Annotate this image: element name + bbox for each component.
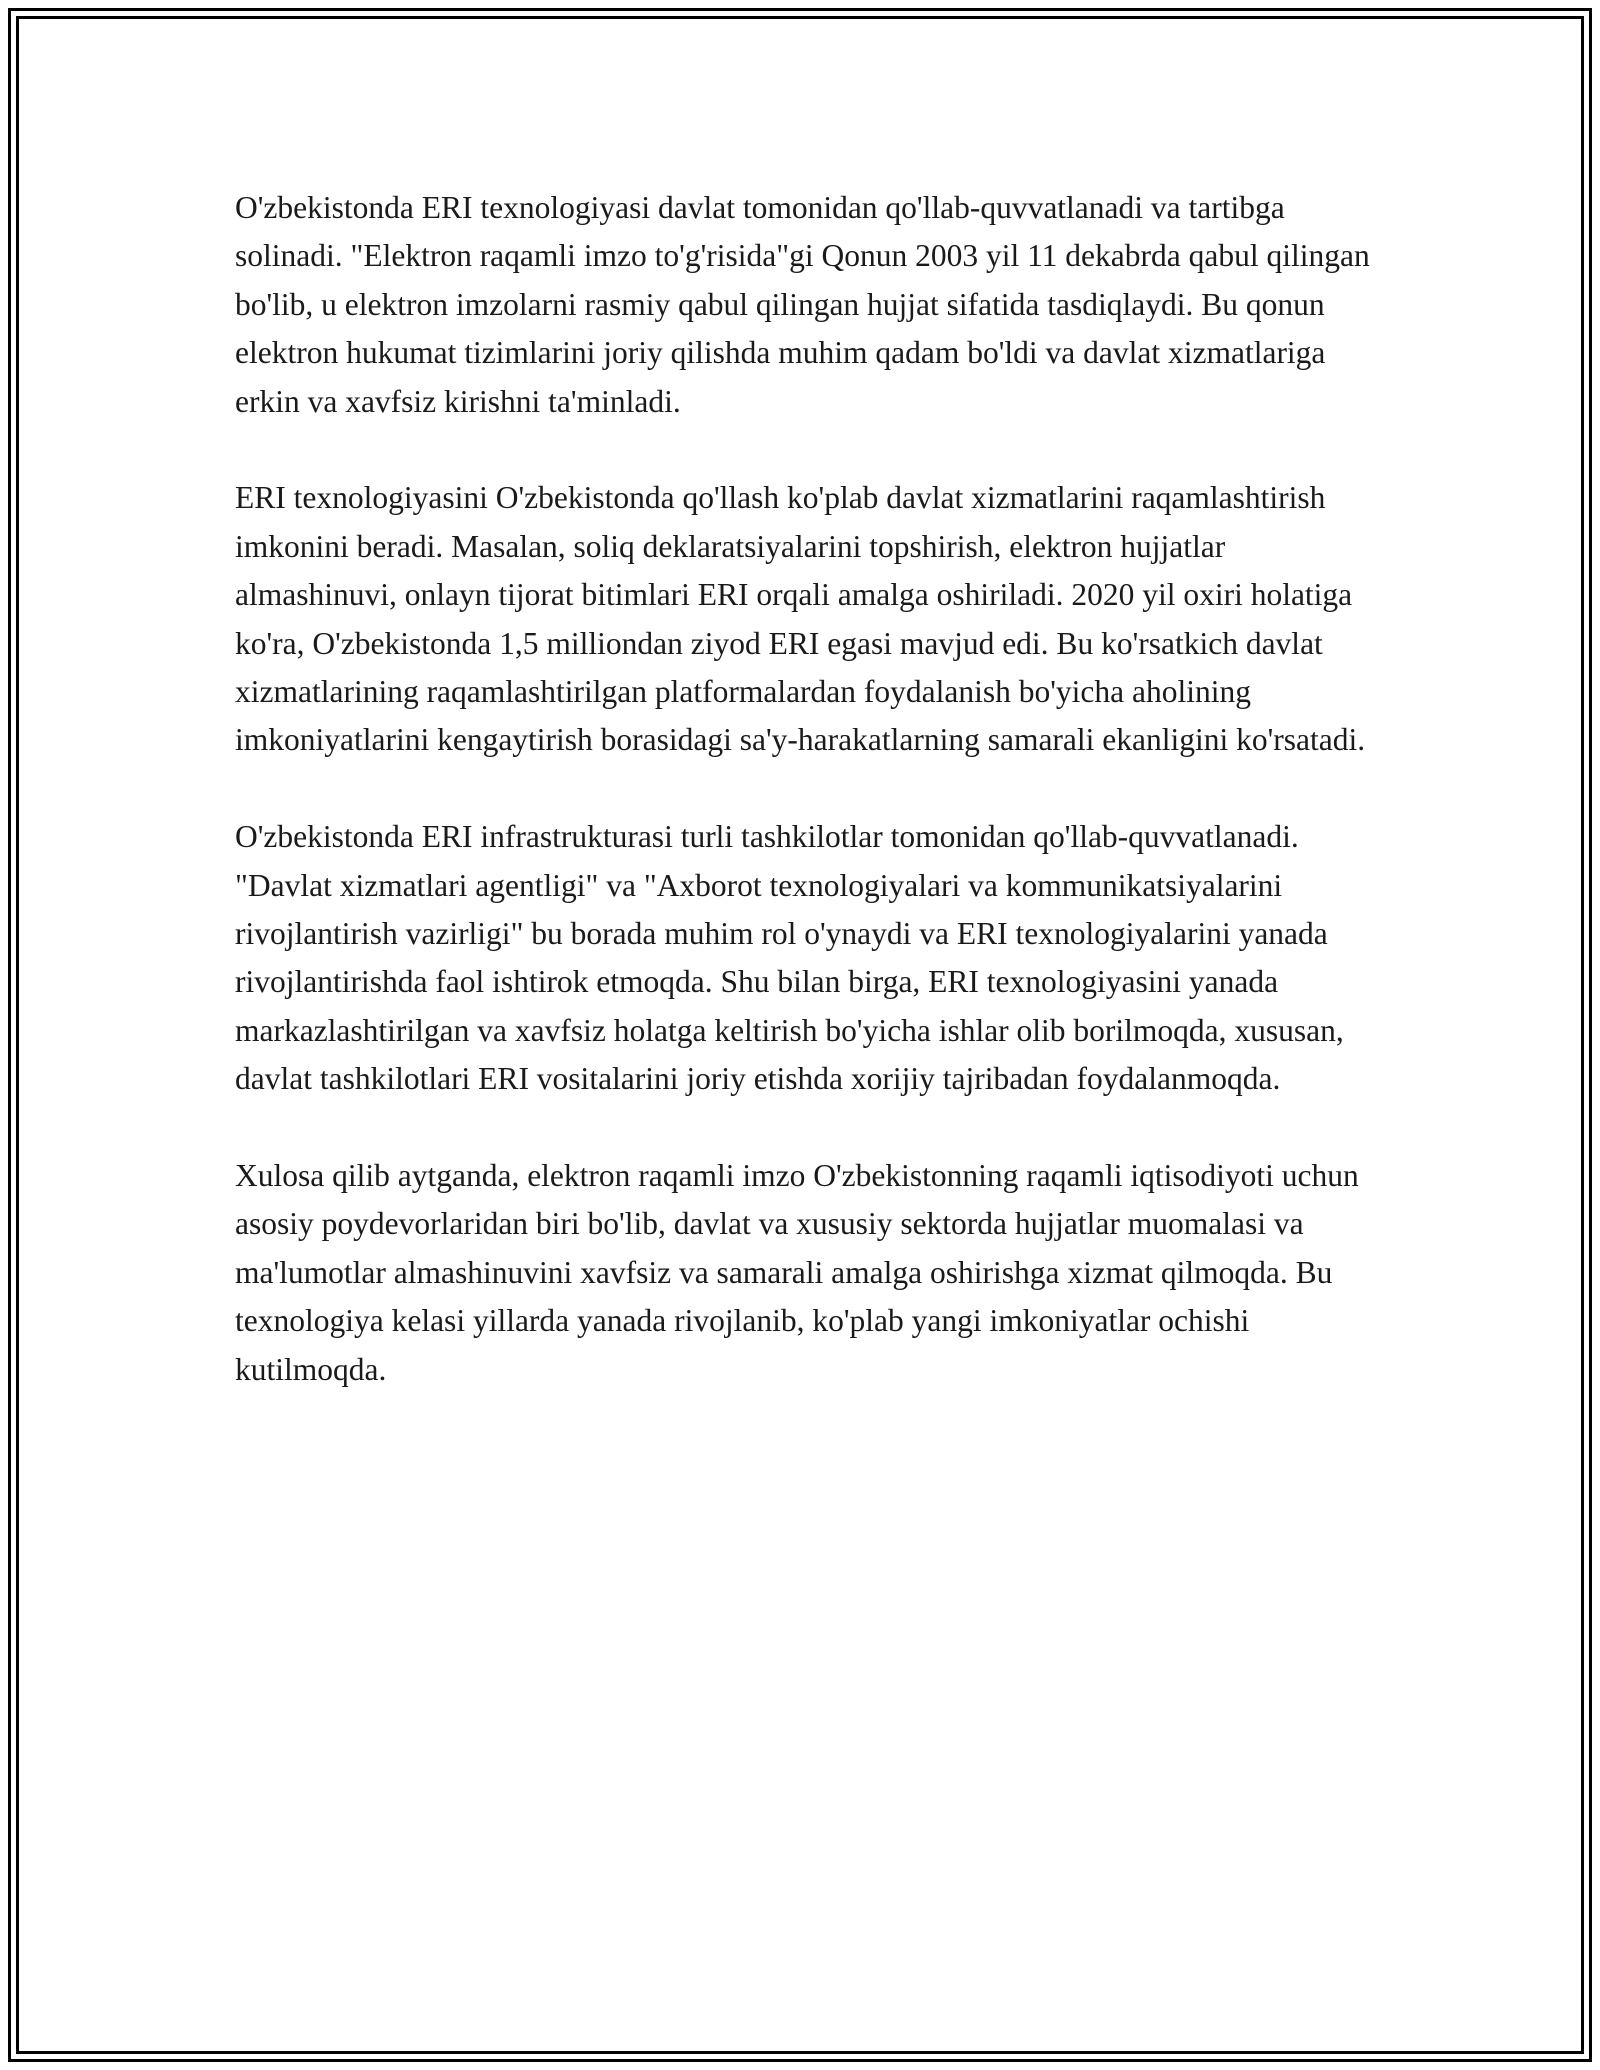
paragraph-4: Xulosa qilib aytganda, elektron raqamli imzo O'zbekistonning raqamli iqtisodiyoti uchun asosiy poydevorlaridan biri bo'lib, davlat va xususiy sektorda hujjatlar muomalasi va ma'lumotlar almashinuvini xavfsiz va samarali amalga oshirishga xizmat qilmoqda. Bu texnologiya kelasi yillarda yanada rivojlanib, ko'plab yangi imkoniyatlar ochishi kutilmoqda. — [235, 1158, 1359, 1387]
paragraph-1: O'zbekistonda ERI texnologiyasi davlat tomonidan qo'llab-quvvatlanadi va tartibga solinadi. "Elektron raqamli imzo to'g'risida"gi Qonun 2003 yil 11 dekabrda qabul qilingan bo'lib, u elektron imzolarni rasmiy qabul qilingan hujjat sifatida tasdiqlaydi. Bu qonun elektron hukumat tizimlarini joriy qilishda muhim qadam bo'ldi va davlat xizmatlariga erkin va xavfsiz kirishni ta'minladi. — [235, 190, 1370, 419]
document-body — [235, 184, 1385, 1443]
paragraph-3: O'zbekistonda ERI infrastrukturasi turli tashkilotlar tomonidan qo'llab-quvvatlanadi. "Davlat xizmatlari agentligi" va "Axborot texnologiyalari va kommunikatsiyalarini rivojlantirish vazirligi" bu borada muhim rol o'ynaydi va ERI texnologiyalarini yanada rivojlantirishda faol ishtirok etmoqda. Shu bilan birga, ERI texnologiyasini yanada markazlashtirilgan va xavfsiz holatga keltirish bo'yicha ishlar olib borilmoqda, xususan, davlat tashkilotlari ERI vositalarini joriy etishda xorijiy tajribadan foydalanmoqda. — [235, 819, 1344, 1097]
paragraph-2: ERI texnologiyasini O'zbekistonda qo'llash ko'plab davlat xizmatlarini raqamlashtirish imkonini beradi. Masalan, soliq deklaratsiyalarini topshirish, elektron hujjatlar almashinuvi, onlayn tijorat bitimlari ERI orqali amalga oshiriladi. 2020 yil oxiri holatiga ko'ra, O'zbekistonda 1,5 milliondan ziyod ERI egasi mavjud edi. Bu ko'rsatkich davlat xizmatlarining raqamlashtirilgan platformalardan foydalanish bo'yicha aholining imkoniyatlarini kengaytirish borasidagi sa'y-harakatlarning samarali ekanligini ko'rsatadi. — [235, 480, 1366, 758]
